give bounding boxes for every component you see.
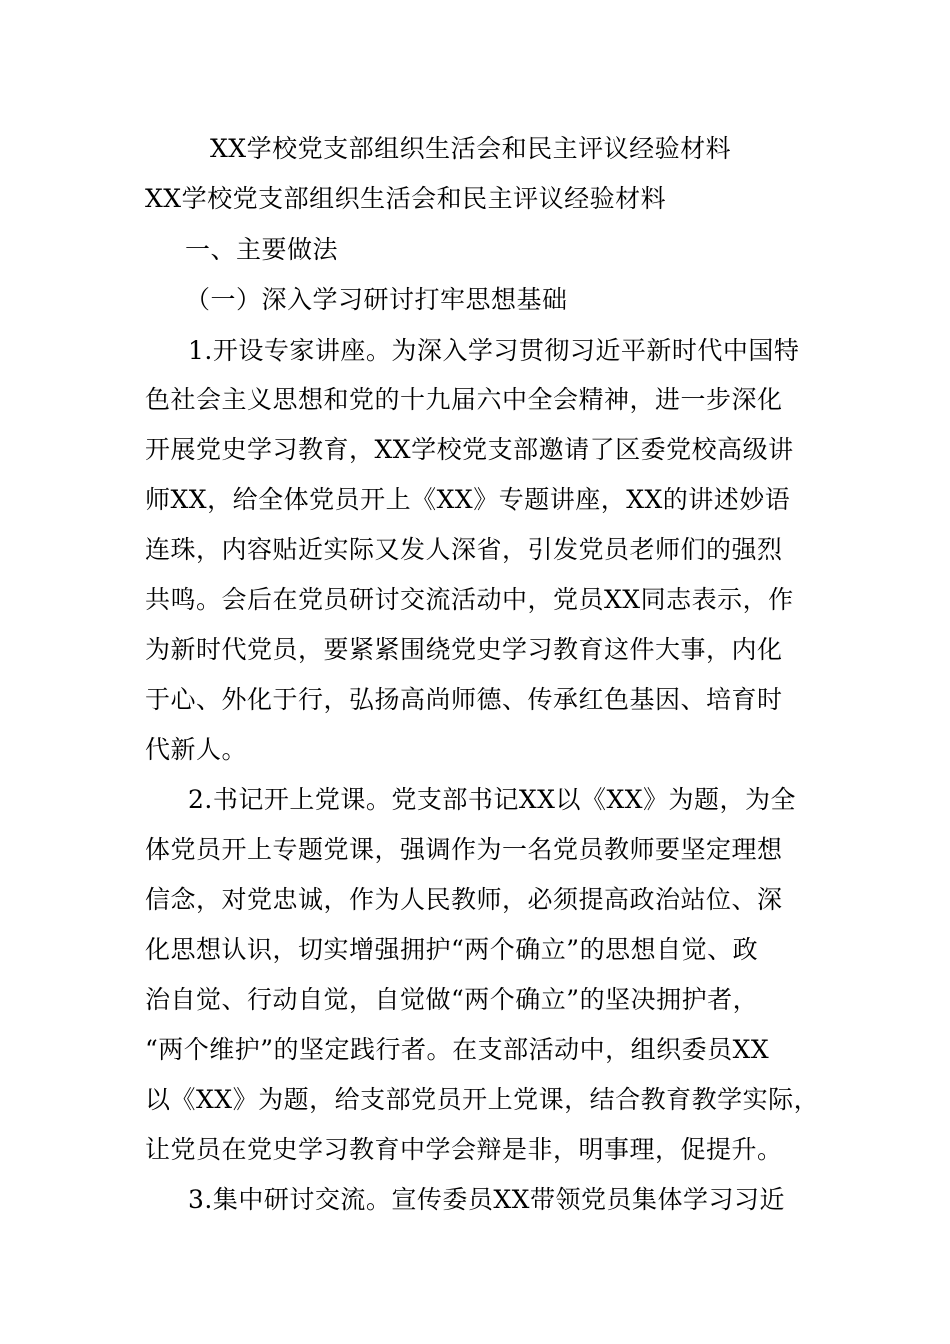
section-heading: 一、主要做法 [185, 235, 339, 264]
paragraph-line: 1.开设专家讲座。为深入学习贯彻习近平新时代中国特 [188, 336, 800, 365]
paragraph-line: 共鸣。会后在党员研讨交流活动中，党员XX同志表示，作 [145, 585, 794, 614]
paragraph-line: 让党员在党史学习教育中学会辩是非，明事理，促提升。 [145, 1135, 783, 1164]
paragraph-line: 师XX，给全体党员开上《XX》专题讲座，XX的讲述妙语 [145, 485, 791, 514]
paragraph-line: 化思想认识，切实增强拥护“两个确立”的思想自觉、政 [145, 935, 759, 964]
document-title: XX学校党支部组织生活会和民主评议经验材料 [210, 134, 732, 163]
paragraph-line: 体党员开上专题党课，强调作为一名党员教师要坚定理想 [145, 835, 783, 864]
paragraph-line: 代新人。 [145, 735, 248, 764]
paragraph-line: 于心、外化于行，弘扬高尚师德、传承红色基因、培育时 [145, 685, 783, 714]
paragraph-line: 3.集中研讨交流。宣传委员XX带领党员集体学习习近 [188, 1185, 785, 1214]
subsection-heading: （一）深入学习研讨打牢思想基础 [185, 285, 568, 314]
paragraph-line: 为新时代党员，要紧紧围绕党史学习教育这件大事，内化 [145, 635, 783, 664]
paragraph-line: 色社会主义思想和党的十九届六中全会精神，进一步深化 [145, 385, 783, 414]
paragraph-line: 以《XX》为题，给支部党员开上党课，结合教育教学实际， [145, 1085, 820, 1114]
paragraph-line: 治自觉、行动自觉，自觉做“两个确立”的坚决拥护者， [145, 985, 759, 1014]
paragraph-line: “两个维护”的坚定践行者。在支部活动中，组织委员XX [145, 1035, 770, 1064]
paragraph-line: 2.书记开上党课。党支部书记XX以《XX》为题，为全 [188, 785, 797, 814]
paragraph-line: 开展党史学习教育，XX学校党支部邀请了区委党校高级讲 [145, 435, 794, 464]
paragraph-line: 连珠，内容贴近实际又发人深省，引发党员老师们的强烈 [145, 535, 783, 564]
document-subtitle: XX学校党支部组织生活会和民主评议经验材料 [145, 184, 667, 213]
paragraph-line: 信念，对党忠诚，作为人民教师，必须提高政治站位、深 [145, 885, 783, 914]
